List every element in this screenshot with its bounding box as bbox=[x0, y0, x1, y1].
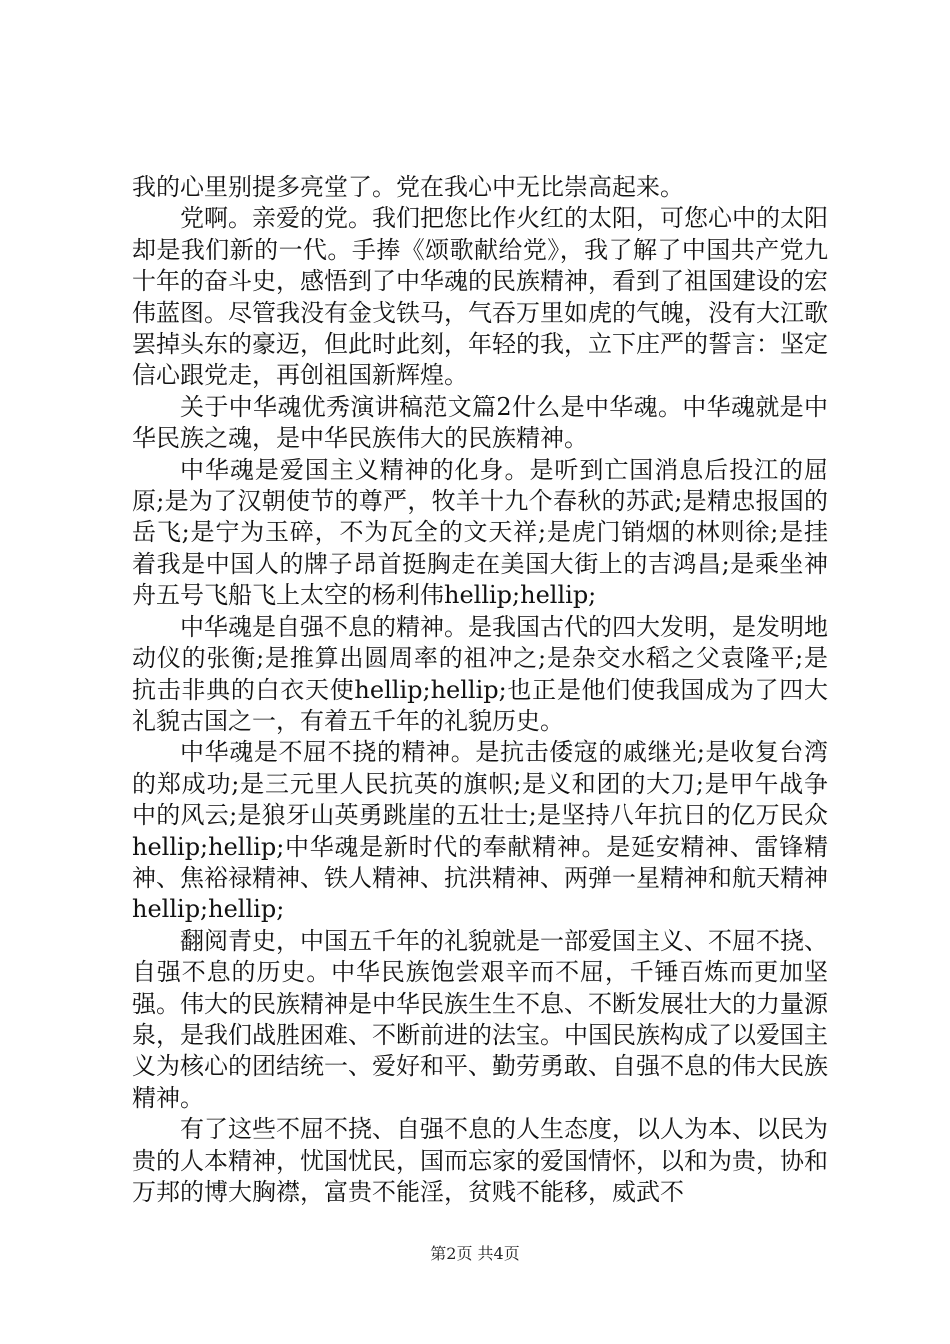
page-number-footer: 第2页 共4页 bbox=[430, 1244, 520, 1263]
paragraph: 翻阅青史，中国五千年的礼貌就是一部爱国主义、不屈不挠、自强不息的历史。中华民族饱尝艰辛而不屈，千锤百炼而更加坚强。伟大的民族精神是中华民族生生不息、不断发展壮大的力量源泉，是我们战胜困难、不断前进的法宝。中国民族构成了以爱国主义为核心的团结统一、爱好和平、勤劳勇敢、自强不息的伟大民族精神。 bbox=[132, 926, 828, 1112]
paragraph: 党啊。亲爱的党。我们把您比作火红的太阳，可您心中的太阳却是我们新的一代。手捧《颂歌献给党》，我了解了中国共产党九十年的奋斗史，感悟到了中华魂的民族精神，看到了祖国建设的宏伟蓝图。尽管我没有金戈铁马，气吞万里如虎的气魄，没有大江歌罢掉头东的豪迈，但此时此刻，年轻的我，立下庄严的誓言：坚定信心跟党走，再创祖国新辉煌。 bbox=[132, 204, 828, 390]
paragraph: 关于中华魂优秀演讲稿范文篇2什么是中华魂。中华魂就是中华民族之魂，是中华民族伟大的民族精神。 bbox=[132, 392, 828, 453]
paragraph-continuation: 我的心里别提多亮堂了。党在我心中无比崇高起来。 bbox=[132, 173, 684, 201]
document-body bbox=[132, 172, 828, 1208]
paragraph: 中华魂是爱国主义精神的化身。是听到亡国消息后投江的屈原;是为了汉朝使节的尊严，牧羊十九个春秋的苏武;是精忠报国的岳飞;是宁为玉碎，不为瓦全的文天祥;是虎门销烟的林则徐;是挂着我是中国人的牌子昂首挺胸走在美国大街上的吉鸿昌;是乘坐神舟五号飞船飞上太空的杨利伟hellip;hellip; bbox=[132, 455, 828, 610]
paragraph: 中华魂是自强不息的精神。是我国古代的四大发明，是发明地动仪的张衡;是推算出圆周率的祖冲之;是杂交水稻之父袁隆平;是抗击非典的白衣天使hellip;hellip;也正是他们使我国成为了四大礼貌古国之一，有着五千年的礼貌历史。 bbox=[132, 612, 828, 735]
paragraph: 有了这些不屈不挠、自强不息的人生态度，以人为本、以民为贵的人本精神，忧国忧民，国而忘家的爱国情怀，以和为贵，协和万邦的博大胸襟，富贵不能淫，贫贱不能移，威武不 bbox=[132, 1115, 828, 1206]
paragraph: 中华魂是不屈不挠的精神。是抗击倭寇的戚继光;是收复台湾的郑成功;是三元里人民抗英的旗帜;是义和团的大刀;是甲午战争中的风云;是狼牙山英勇跳崖的五壮士;是坚持八年抗日的亿万民众hellip;hellip;中华魂是新时代的奉献精神。是延安精神、雷锋精神、焦裕禄精神、铁人精神、抗洪精神、两弹一星精神和航天精神hellip;hellip; bbox=[132, 738, 828, 924]
